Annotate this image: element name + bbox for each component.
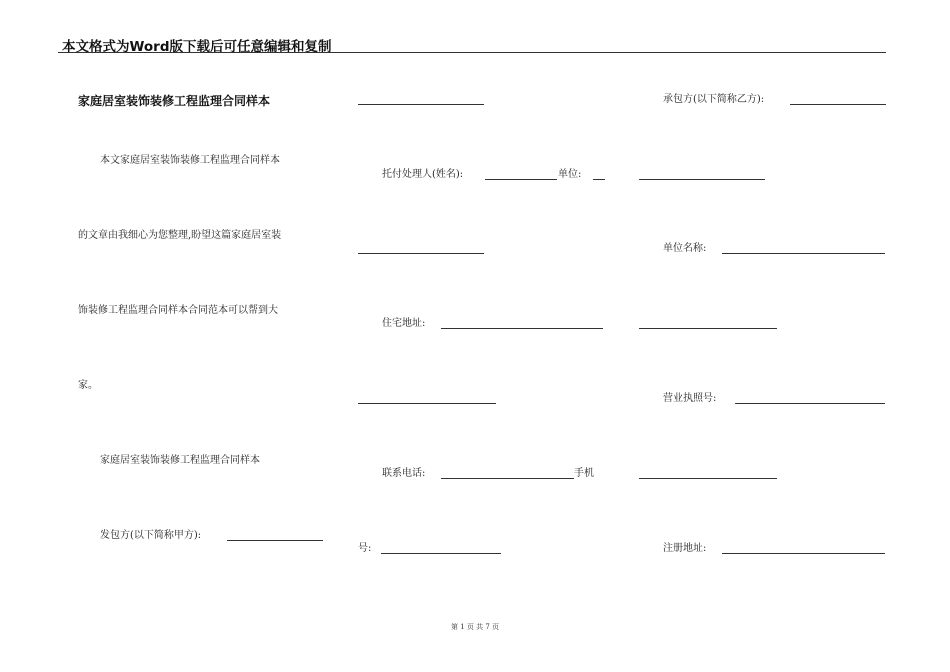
intro-line-2: 的文章由我细心为您整理,盼望这篇家庭居室装 bbox=[78, 230, 282, 241]
unit-name-blank bbox=[722, 253, 885, 254]
mobile-number-blank bbox=[381, 553, 501, 554]
party-b-blank bbox=[790, 104, 886, 105]
page-footer: 第 1 页 共 7 页 bbox=[450, 623, 500, 631]
intro-line-4: 家。 bbox=[78, 380, 98, 391]
party-a-label: 发包方(以下简称甲方): bbox=[100, 530, 202, 541]
blank-line bbox=[639, 478, 777, 479]
phone-label: 联系电话: bbox=[382, 468, 426, 479]
license-blank bbox=[735, 403, 885, 404]
party-a-blank bbox=[227, 540, 323, 541]
address-label: 住宅地址: bbox=[382, 318, 426, 329]
reg-address-blank bbox=[722, 553, 885, 554]
reg-address-label: 注册地址: bbox=[663, 543, 707, 554]
party-b-label: 承包方(以下简称乙方): bbox=[663, 94, 765, 105]
agent-name-blank bbox=[485, 179, 557, 180]
intro-line-3: 饰装修工程监理合同样本合同范本可以帮到大 bbox=[78, 305, 278, 316]
unit-name-label: 单位名称: bbox=[663, 243, 707, 254]
blank-line bbox=[358, 104, 484, 105]
blank-line bbox=[358, 253, 484, 254]
unit-label: 单位: bbox=[558, 169, 582, 180]
blank-line bbox=[639, 328, 777, 329]
contract-heading: 家庭居室装饰装修工程监理合同样本 bbox=[100, 455, 260, 466]
document-title: 家庭居室装饰装修工程监理合同样本 bbox=[78, 94, 271, 108]
address-blank bbox=[441, 328, 603, 329]
intro-line-1: 本文家庭居室装饰装修工程监理合同样本 bbox=[100, 155, 280, 166]
header-divider bbox=[58, 52, 886, 53]
phone-blank bbox=[441, 478, 574, 479]
agent-label: 托付处理人(姓名): bbox=[382, 169, 464, 180]
license-label: 营业执照号: bbox=[663, 393, 717, 404]
unit-blank bbox=[593, 179, 605, 180]
blank-line bbox=[639, 179, 765, 180]
mobile-label: 手机 bbox=[574, 468, 594, 479]
header-title: 本文格式为Word版下载后可任意编辑和复制 bbox=[62, 39, 332, 55]
blank-line bbox=[358, 403, 496, 404]
mobile-number-label: 号: bbox=[358, 543, 372, 554]
